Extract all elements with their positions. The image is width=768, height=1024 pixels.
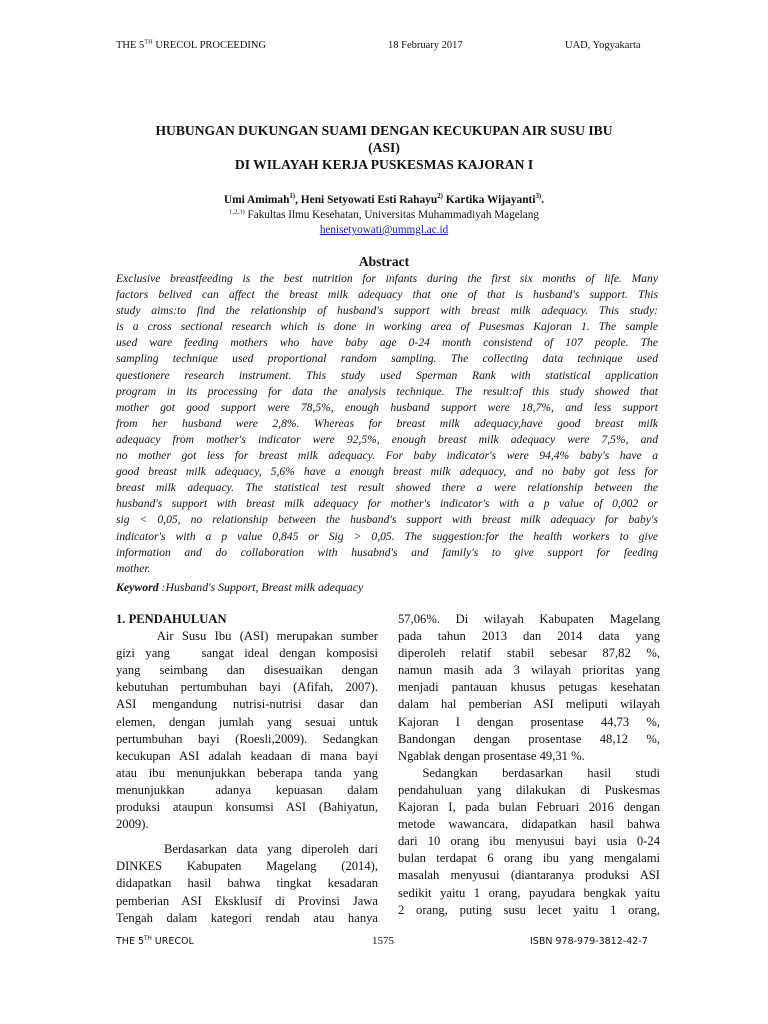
- text-line: DINKES Kabupaten Magelang (2014),: [116, 859, 378, 874]
- text-line: Tengah dalam kategori rendah atau hanya: [116, 910, 378, 925]
- text-line: from her husband were 2,8%. Whereas for breast milk adequacy,have good breast milk: [116, 416, 658, 430]
- text-line: Air Susu Ibu (ASI) merupakan sumber: [116, 629, 378, 644]
- text-line: elemen, dengan jumlah yang sesuai untuk: [116, 714, 378, 729]
- text-line: pemberian ASI Eksklusif di Provinsi Jawa: [116, 893, 378, 908]
- text-line: atau ibu menunjukkan beberapa tanda yang: [116, 765, 378, 780]
- text-line: kebutuhan pertumbuhan bayi (Afifah, 2007).: [116, 680, 378, 695]
- text-line: used ware feeding mothers who have baby age 0-24 month consistend of 107 people. The: [116, 336, 658, 350]
- text-line: no mother got less for breast milk adequacy. For baby indicator's were 94,4% baby's have a: [116, 449, 658, 463]
- author-list: Umi Amimah$^{1)}$, Heni Setyowati Esti Rahayu$^{2)}$ Kartika Wijayanti$^{3)}$.: [223, 193, 545, 206]
- header-date: 18 February 2017: [388, 40, 463, 51]
- text-line: breast milk adequacy. The statistical test result showed there a were relationship between the: [116, 481, 658, 495]
- text-line: namun masih ada 3 wilayah prioritas yang: [398, 663, 660, 678]
- text-line: husband's support with breast milk adequacy for mother's indicator's with a p value of 0,002 or: [116, 497, 658, 511]
- affiliation: $^{1,2,3)}$ Fakultas Ilmu Kesehatan, Universitas Muhammadiyah Magelang: [229, 208, 539, 221]
- text-line: good breast milk adequacy, 5,6% have a enough breast milk adequacy, and no baby got less for: [116, 465, 658, 479]
- text-line: kecukupan ASI adalah keadaan di mana bayi: [116, 748, 378, 763]
- text-line: dari 10 orang ibu menyusui bayi usia 0-24: [398, 834, 660, 849]
- column-left: [116, 611, 378, 927]
- header-location: UAD, Yogyakarta: [565, 40, 641, 51]
- paragraph: [116, 628, 378, 833]
- text-line: 2009).: [116, 817, 149, 832]
- text-line: 57,06%. Di wilayah Kabupaten Magelang: [398, 612, 660, 626]
- keywords: [116, 580, 363, 595]
- text-line: Sedangkan berdasarkan hasil studi: [398, 765, 660, 780]
- keyword-text: :Husband's Support, Breast milk adequacy: [158, 580, 364, 594]
- text-line: pertumbuhan bayi (Roesli,2009). Sedangkan: [116, 731, 378, 746]
- text-line: mother.: [116, 561, 151, 575]
- abstract-heading: Abstract: [358, 254, 410, 269]
- title-line: HUBUNGAN DUKUNGAN SUAMI DENGAN KECUKUPAN AIR SUSU IBU: [155, 123, 613, 138]
- contact-email: [0, 223, 768, 237]
- text-line: questionere research instrument. This study used Sperman Rank with statistical application: [116, 368, 658, 382]
- paragraph: [116, 841, 378, 926]
- text-line: produksi ataupun konsumsi ASI (Bahiyatun,: [116, 800, 378, 815]
- text-line: dalam hal pemberian ASI meliputi wilayah: [398, 697, 660, 712]
- paper-title: [0, 122, 768, 173]
- text-line: bulan terdapat 6 orang ibu yang mengalami: [398, 851, 660, 866]
- text-line: program in its processing for data the analysis technique. The result:of this study showed that: [116, 384, 658, 398]
- text-line: menunjukkan adanya kepuasan dalam: [116, 782, 378, 797]
- title-line: DI WILAYAH KERJA PUSKESMAS KAJORAN I: [234, 157, 534, 172]
- title-line: (ASI): [368, 140, 400, 155]
- text-line: sig < 0,05, no relationship between the husband's support with breast milk adequacy for baby's: [116, 513, 658, 527]
- text-line: study aims:to find the relationship of husband's support with breast milk adequacy. This study:: [116, 304, 658, 318]
- paragraph: [398, 765, 660, 919]
- text-line: Berdasarkan data yang diperoleh dari: [116, 842, 378, 857]
- text-line: pada tahun 2013 dan 2014 data yang: [398, 629, 660, 644]
- paragraph: [398, 611, 660, 765]
- text-line: gizi yang sangat ideal dengan komposisi: [116, 646, 378, 661]
- isbn: ISBN 978-979-3812-42-7: [530, 936, 648, 947]
- keyword-label: Keyword: [116, 580, 159, 594]
- header-proceeding-name: THE 5TH URECOL PROCEEDING: [116, 38, 267, 51]
- text-line: is a cross sectional research which is done in working area of Pusesmas Kajoran 1. The sample: [116, 320, 658, 334]
- text-line: indicator's with a p value 0,845 or Sig > 0,05. The suggestion:for the health workers to give: [116, 529, 658, 543]
- text-line: mother got good support were 78,5%, enough husband support were 18,7%, and less support: [116, 400, 658, 414]
- email-link[interactable]: henisetyowati@ummgl.ac.id: [319, 224, 449, 236]
- text-line: yang seimbang dan disesuaikan dengan: [116, 663, 378, 678]
- text-line: adequacy from mother's indicator were 92,5%, enough breast milk adequacy were 7,5%, and: [116, 432, 658, 446]
- text-line: ASI mengandung nutrisi-nutrisi dasar dan: [116, 697, 378, 712]
- text-line: metode wawancara, didapatkan hasil bahwa: [398, 817, 660, 832]
- text-line: sampling technique used proportional random sampling. The collecting data technique used: [116, 352, 658, 366]
- text-line: factors belived can affect the breast milk adequacy that one of that is husband's support. This: [116, 288, 658, 302]
- text-line: masalah menyusui (diantaranya produksi ASI: [398, 868, 660, 883]
- section-heading: 1. PENDAHULUAN: [116, 612, 227, 626]
- text-line: Exclusive breastfeeding is the best nutrition for infants during the first six months of life. Many: [116, 272, 658, 285]
- text-line: didapatkan hasil bahwa tingkat kesadaran: [116, 876, 378, 891]
- text-line: sedikit yaitu 1 orang, payudara bengkak yaitu: [398, 885, 660, 900]
- text-line: 2 orang, puting susu lecet yaitu 1 orang,: [398, 902, 660, 917]
- text-line: Kajoran I dengan prosentase 44,73 %,: [398, 714, 660, 729]
- text-line: information and do collaboration with husabnd's and family's to give support for feeding: [116, 545, 658, 559]
- text-line: Ngablak dengan prosentase 49,31 %.: [398, 748, 585, 763]
- text-line: Kajoran I, pada bulan Februari 2016 dengan: [398, 800, 660, 815]
- running-header: [0, 40, 768, 56]
- column-right: [398, 611, 660, 919]
- text-line: Bandongan dengan prosentase 48,12 %,: [398, 731, 660, 746]
- abstract-body: [116, 271, 658, 577]
- text-line: diperoleh relatif stabil sebesar 87,82 %,: [398, 646, 660, 661]
- text-line: pendahuluan yang dilakukan di Puskesmas: [398, 782, 660, 797]
- footer-conference: THE 5TH URECOL: [116, 935, 194, 947]
- page-number: 1575: [372, 935, 394, 947]
- text-line: menjadi pantauan khusus petugas kesehatan: [398, 680, 660, 695]
